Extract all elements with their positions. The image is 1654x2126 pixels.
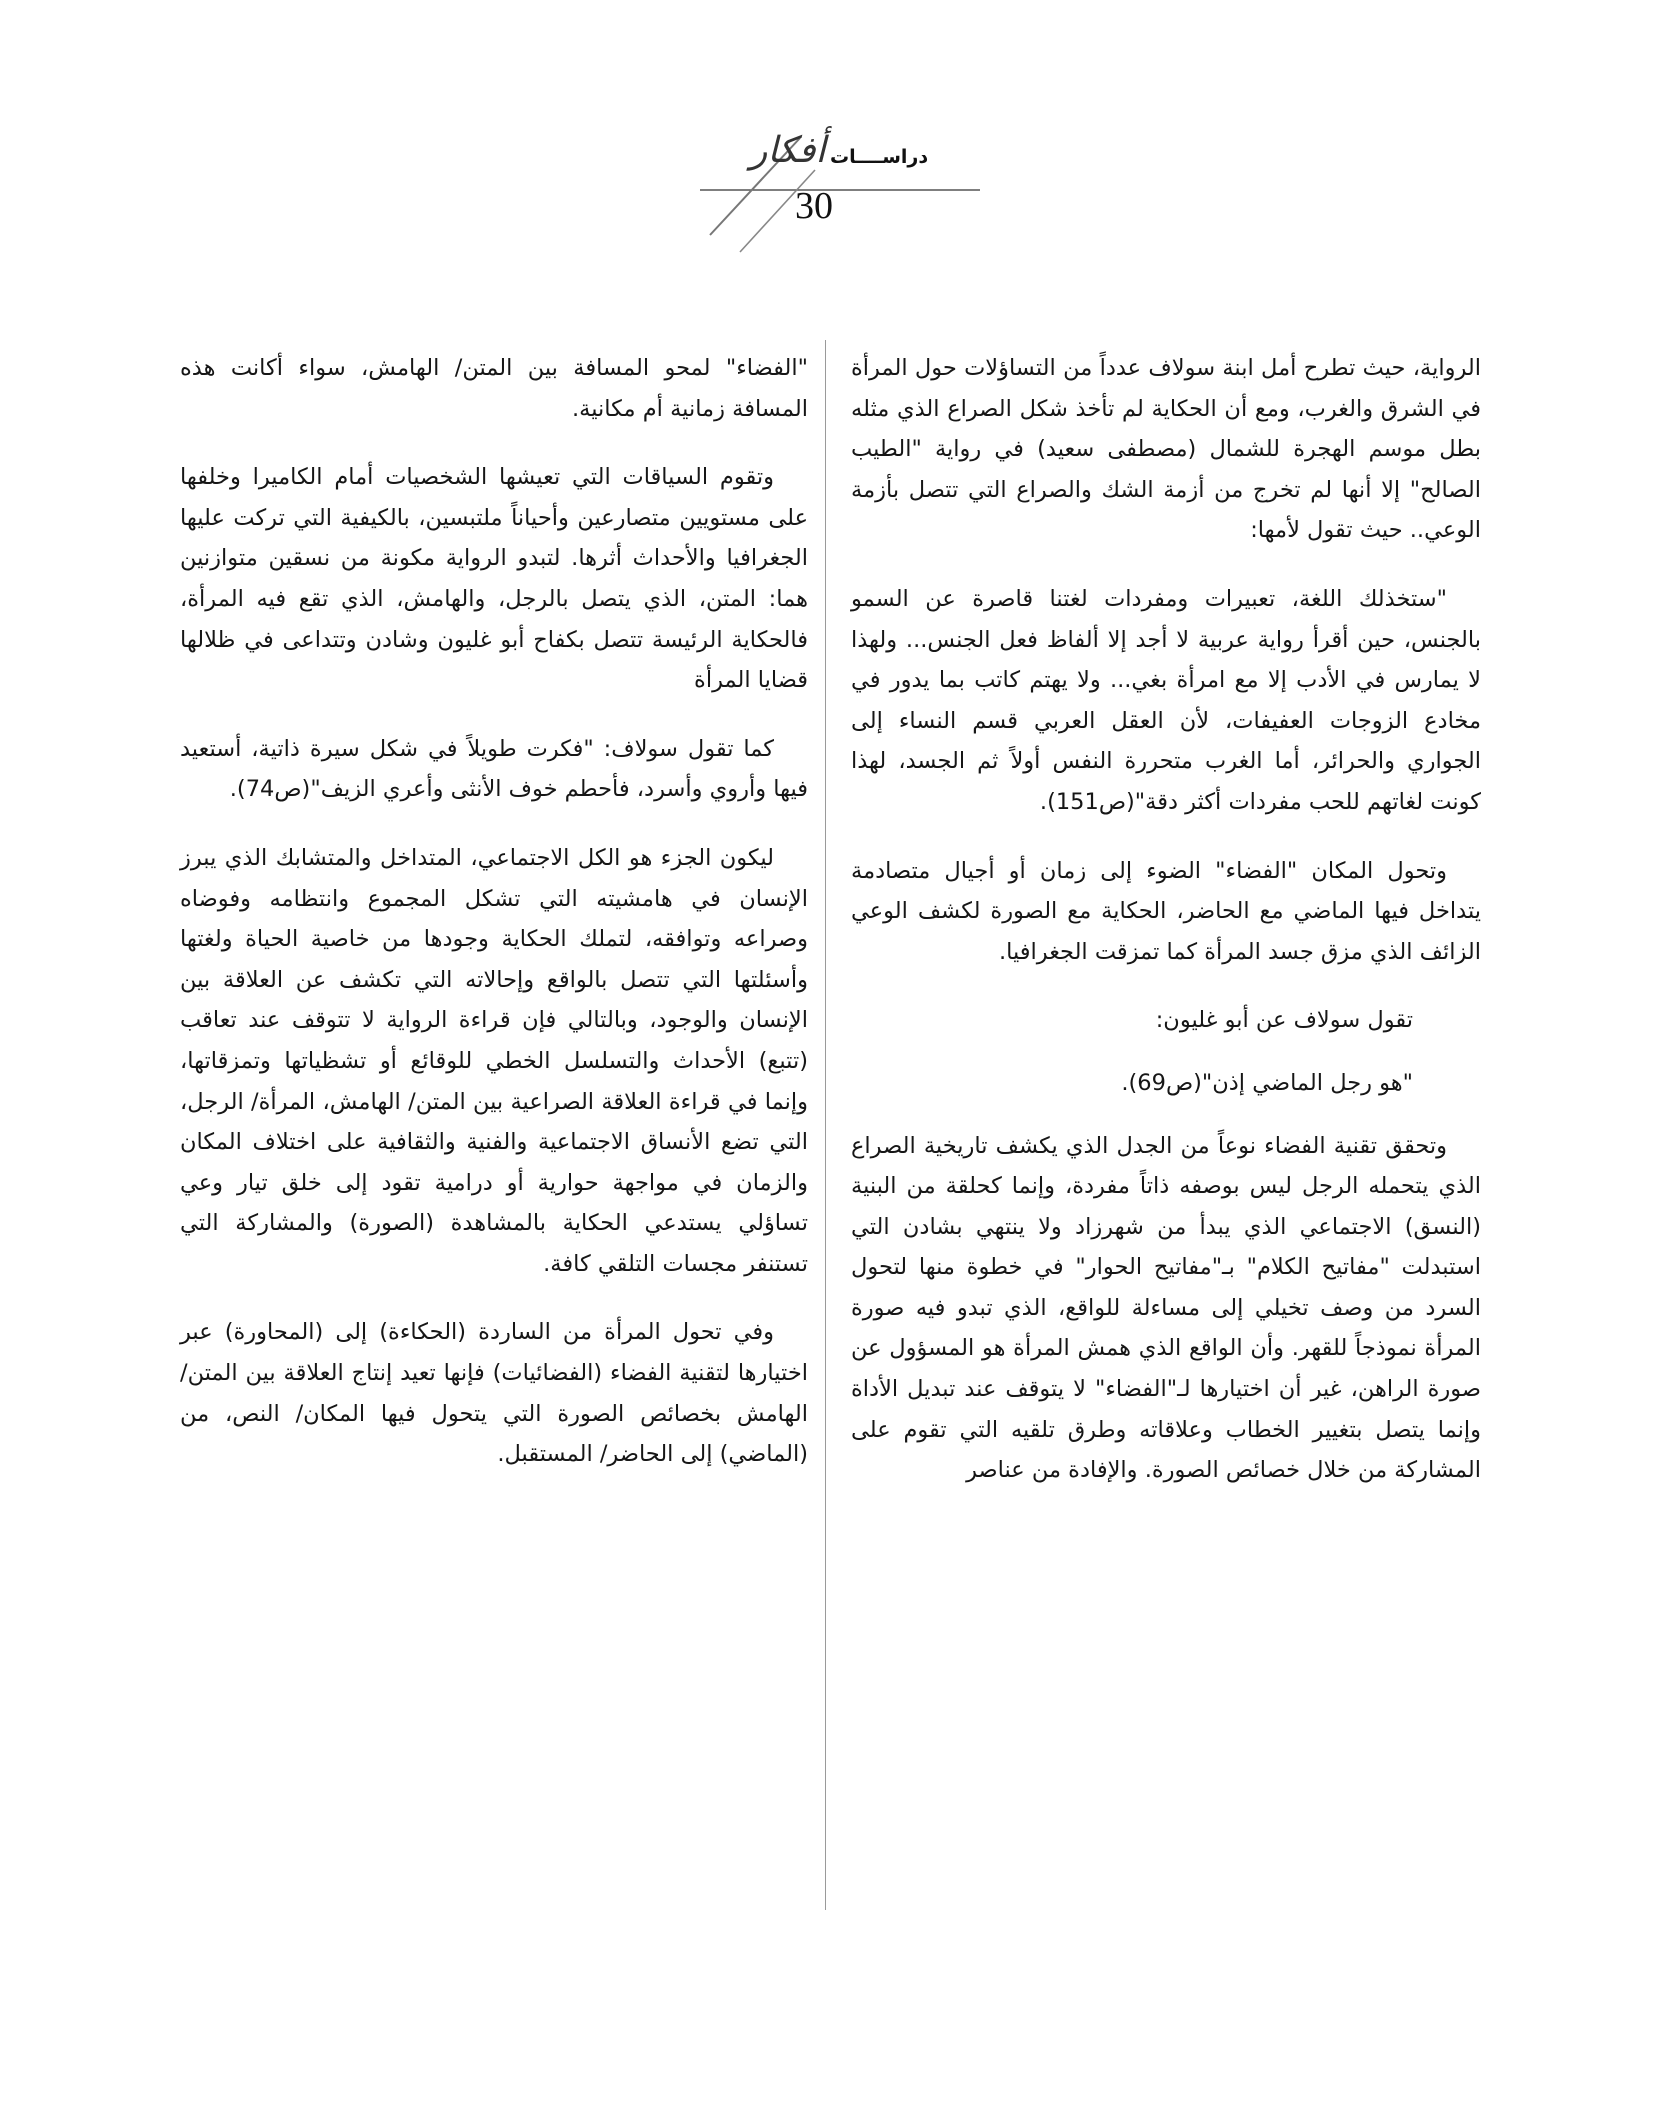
quote-paragraph: كما تقول سولاف: "فكرت طويلاً في شكل سيرة ذاتية، أستعيد فيها وأروي وأسرد، فأحطم خوف الأنثى وأعري الزيف"(ص74).: [180, 735, 808, 803]
page-header: [680, 130, 980, 260]
paragraph: وفي تحول المرأة من الساردة (الحكاءة) إلى (المحاورة) عبر اختيارها لتقنية الفضاء (الفضائيات) فإنها تعيد إنتاج العلاقة بين المتن/ الهامش بخصائص الصورة التي يتحول فيها المكان/ النص، من (الماضي) إلى الحاضر/ المستقبل.: [180, 1319, 808, 1468]
magazine-logo-text: أفكار: [750, 130, 826, 171]
left-column: [180, 348, 808, 1503]
paragraph: تقول سولاف عن أبو غليون:: [1155, 1007, 1413, 1034]
column-divider: [825, 340, 826, 1910]
quote-paragraph: "هو رجل الماضي إذن"(ص69).: [1121, 1069, 1413, 1096]
paragraph: وتحقق تقنية الفضاء نوعاً من الجدل الذي يكشف تاريخية الصراع الذي يتحمله الرجل ليس بوصفه ذاتاً مفردة، وإنما كحلقة من البنية (النسق) الاجتماعي الذي يبدأ من شهرزاد ولا ينتهي بشادن التي استبدلت "مفاتيح الكلام" بـ"مفاتيح الحوار" في خطوة منها لتحول السرد من وصف تخيلي إلى مساءلة للواقع، الذي تبدو فيه صورة المرأة نموذجاً للقهر. وأن الواقع الذي همش المرأة هو المسؤول عن صورة الراهن، غير أن اختيارها لـ"الفضاء" لا يتوقف عند تبديل الأداة وإنما يتصل بتغيير الخطاب وعلاقاته وطرق تلقيه التي تقوم على المشاركة من خلال خصائص الصورة. والإفادة من عناصر: [851, 1132, 1481, 1484]
page-number: 30: [795, 185, 833, 227]
section-label: دراســــات: [830, 146, 929, 168]
quote-paragraph: "ستخذلك اللغة، تعبيرات ومفردات لغتنا قاصرة عن السمو بالجنس، حين أقرأ رواية عربية لا أجد إلا ألفاظ فعل الجنس... ولهذا لا يمارس في الأدب إلا مع امرأة بغي... ولا يهتم كاتب بما يدور في مخادع الزوجات العفيفات، لأن العقل العربي قسم النساء إلى الجواري والحرائر، أما الغرب متحررة النفس أولاً ثم الجسد، لهذا كونت لغاتهم للحب مفردات أكثر دقة"(ص151).: [851, 585, 1481, 815]
paragraph: "الفضاء" لمحو المسافة بين المتن/ الهامش، سواء أكانت هذه المسافة زمانية أم مكانية.: [180, 355, 808, 422]
paragraph: وتقوم السياقات التي تعيشها الشخصيات أمام الكاميرا وخلفها على مستويين متصارعين وأحياناً ملتبسين، بالكيفية التي تركت عليها الجغرافيا والأحداث أثرها. لتبدو الرواية مكونة من نسقين متوازنين هما: المتن، الذي يتصل بالرجل، والهامش، الذي تقع فيه المرأة، فالحكاية الرئيسة تتصل بكفاح أبو غليون وشادن وتتداعى في ظلالها قضايا المرأة: [180, 464, 808, 694]
paragraph: الرواية، حيث تطرح أمل ابنة سولاف عدداً من التساؤلات حول المرأة في الشرق والغرب، ومع أن الحكاية لم تأخذ شكل الصراع الذي مثله بطل موسم الهجرة للشمال (مصطفى سعيد) في رواية "الطيب الصالح" إلا أنها لم تخرج من أزمة الشك والصراع التي تتصل بأزمة الوعي.. حيث تقول لأمها:: [851, 355, 1481, 544]
paragraph: وتحول المكان "الفضاء" الضوء إلى زمان أو أجيال متصادمة يتداخل فيها الماضي مع الحاضر، الحكاية مع الصورة لكشف الوعي الزائف الذي مزق جسد المرأة كما تمزقت الجغرافيا.: [851, 857, 1481, 965]
right-column: [851, 348, 1481, 1519]
paragraph: ليكون الجزء هو الكل الاجتماعي، المتداخل والمتشابك الذي يبرز الإنسان في هامشيته التي تشكل المجموع وانتظامه وفوضاه وصراعه وتوافقه، لتملك الحكاية وجودها من خاصية الحياة ولغتها وأسئلتها التي تتصل بالواقع وإحالاته التي تكشف عن العلاقة بين الإنسان والوجود، وبالتالي فإن قراءة الرواية لا تتوقف عند تعاقب (تتبع) الأحداث والتسلسل الخطي للوقائع أو تشظياتها وتمزقاتها، وإنما في قراءة العلاقة الصراعية بين المتن/ الهامش، المرأة/ الرجل، التي تضع الأنساق الاجتماعية والفنية والثقافية على اختلاف المكان والزمان في مواجهة حوارية أو درامية تقود إلى خلق تيار وعي تساؤلي يستدعي الحكاية بالمشاهدة (الصورة) والمشاركة التي تستنفر مجسات التلقي كافة.: [180, 844, 808, 1277]
